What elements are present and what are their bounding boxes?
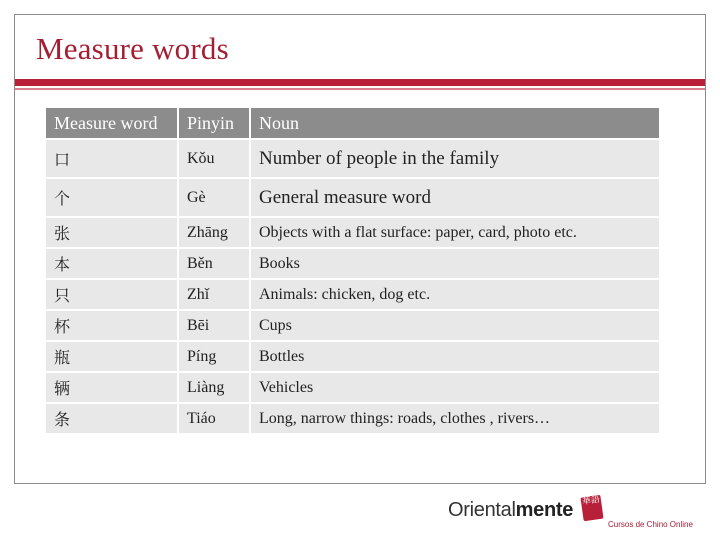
pinyin-cell: Zhǐ [177,278,249,309]
measure-word-cell: 张 [46,216,177,247]
pinyin-cell: Zhāng [177,216,249,247]
measure-word-cell: 本 [46,247,177,278]
table-row [46,340,659,371]
measure-word-cell: 口 [46,138,177,177]
brand-light: Oriental [448,499,516,521]
noun-cell: Objects with a flat surface: paper, card, photo etc. [249,216,659,247]
slide-title: Measure words [36,31,229,66]
noun-cell: Vehicles [249,371,659,402]
table-row [46,309,659,340]
seal-icon: 華語 [580,495,603,522]
header-measure-word: Measure word [46,108,177,138]
pinyin-cell: Píng [177,340,249,371]
table-row [46,371,659,402]
brand-logo [448,494,693,529]
header-pinyin: Pinyin [177,108,249,138]
noun-cell: Long, narrow things: roads, clothes , rivers… [249,402,659,433]
noun-cell: Cups [249,309,659,340]
measure-words-table [46,108,659,433]
pinyin-cell: Běn [177,247,249,278]
table-row [46,402,659,433]
noun-cell: Animals: chicken, dog etc. [249,278,659,309]
measure-word-cell: 只 [46,278,177,309]
title-rule-thick [15,79,705,86]
noun-cell: Bottles [249,340,659,371]
table-row [46,177,659,216]
pinyin-cell: Gè [177,177,249,216]
brand-wordmark [448,499,573,522]
noun-cell: General measure word [249,177,659,216]
noun-cell: Books [249,247,659,278]
title-rule-thin [15,88,705,90]
header-noun: Noun [249,108,659,138]
table-header-row [46,108,659,138]
pinyin-cell: Kǒu [177,138,249,177]
brand-tagline: Cursos de Chino Online [608,520,693,529]
noun-cell: Number of people in the family [249,138,659,177]
measure-word-cell: 条 [46,402,177,433]
measure-word-cell: 杯 [46,309,177,340]
pinyin-cell: Bēi [177,309,249,340]
brand-bold: mente [515,499,574,521]
table-row [46,278,659,309]
pinyin-cell: Tiáo [177,402,249,433]
pinyin-cell: Liàng [177,371,249,402]
measure-word-cell: 瓶 [46,340,177,371]
measure-word-cell: 个 [46,177,177,216]
measure-word-cell: 辆 [46,371,177,402]
table-row [46,138,659,177]
table-row [46,247,659,278]
table-row [46,216,659,247]
